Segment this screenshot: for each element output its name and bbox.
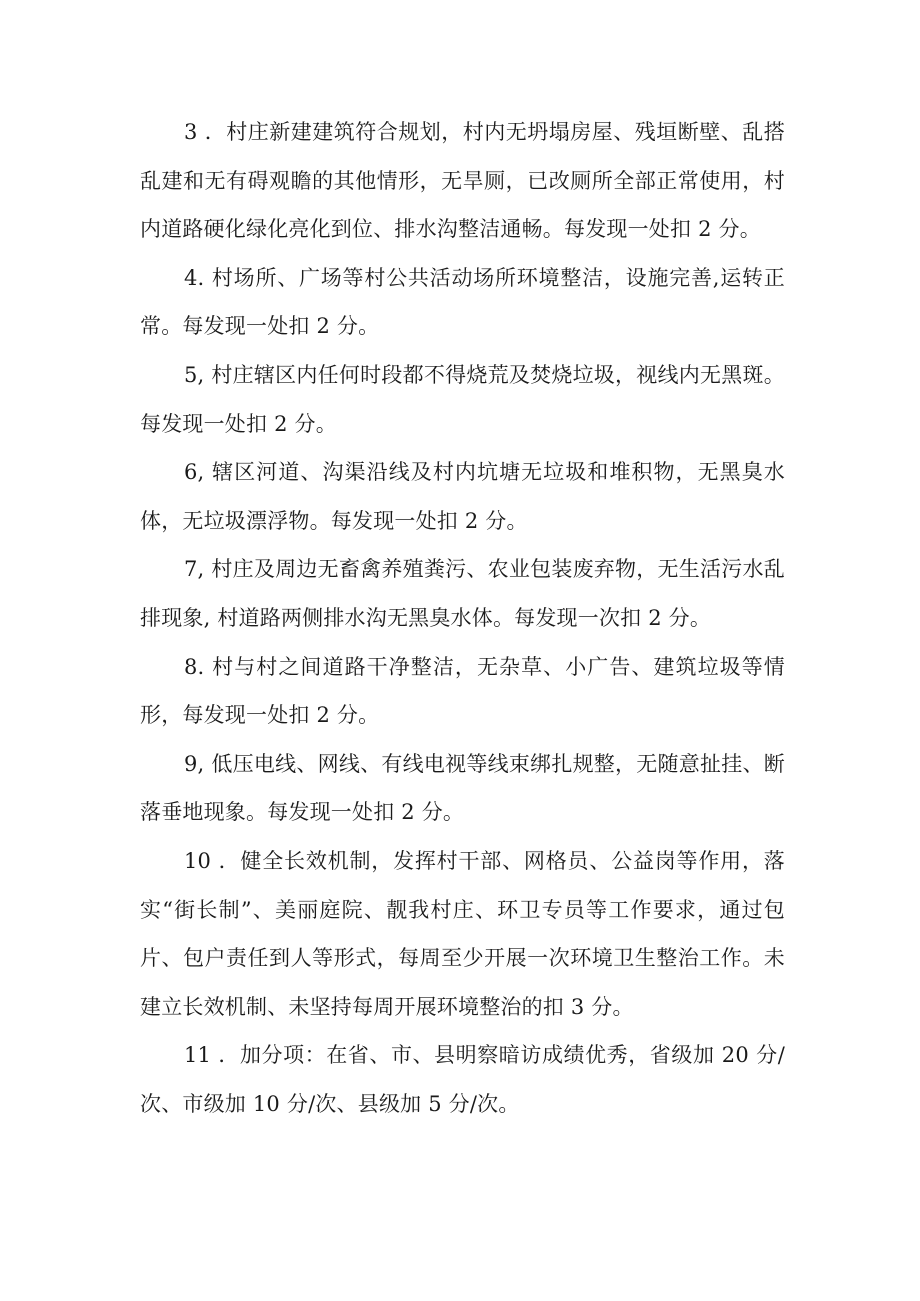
paragraph-item-9: 9, 低压电线、网线、有线电视等线束绑扎规整，无随意扯挂、断落垂地现象。每发现一处扣 2 分。 [140, 751, 785, 825]
paragraph-item-5: 5, 村庄辖区内任何时段都不得烧荒及焚烧垃圾，视线内无黑斑。每发现一处扣 2 分。 [140, 362, 785, 436]
paragraph-item-10: 10 ．健全长效机制，发挥村干部、网格员、公益岗等作用，落实“街长制”、美丽庭院、靓我村庄、环卫专员等工作要求，通过包片、包户责任到人等形式，每周至少开展一次环境卫生整治工作。未建立长效机制、未坚持每周开展环境整治的扣 3 分。 [140, 848, 785, 1019]
document-body [140, 108, 785, 1128]
paragraph-item-8: 8. 村与村之间道路干净整洁，无杂草、小广告、建筑垃圾等情形，每发现一处扣 2 分。 [140, 654, 785, 728]
paragraph-item-3: 3 ．村庄新建建筑符合规划，村内无坍塌房屋、残垣断壁、乱搭乱建和无有碍观瞻的其他情形，无旱厕，已改厕所全部正常使用，村内道路硬化绿化亮化到位、排水沟整洁通畅。每发现一处扣 2 分。 [140, 120, 785, 242]
paragraph-item-7: 7, 村庄及周边无畜禽养殖粪污、农业包装废弃物，无生活污水乱排现象, 村道路两侧排水沟无黑臭水体。每发现一次扣 2 分。 [140, 557, 785, 630]
paragraph-item-11: 11 ．加分项：在省、市、县明察暗访成绩优秀，省级加 20 分/次、市级加 10 分/次、县级加 5 分/次。 [140, 1043, 785, 1116]
paragraph-item-6: 6, 辖区河道、沟渠沿线及村内坑塘无垃圾和堆积物，无黑臭水体，无垃圾漂浮物。每发现一处扣 2 分。 [140, 460, 785, 533]
paragraph-item-4: 4. 村场所、广场等村公共活动场所环境整洁，设施完善,运转正常。每发现一处扣 2 分。 [140, 265, 785, 339]
